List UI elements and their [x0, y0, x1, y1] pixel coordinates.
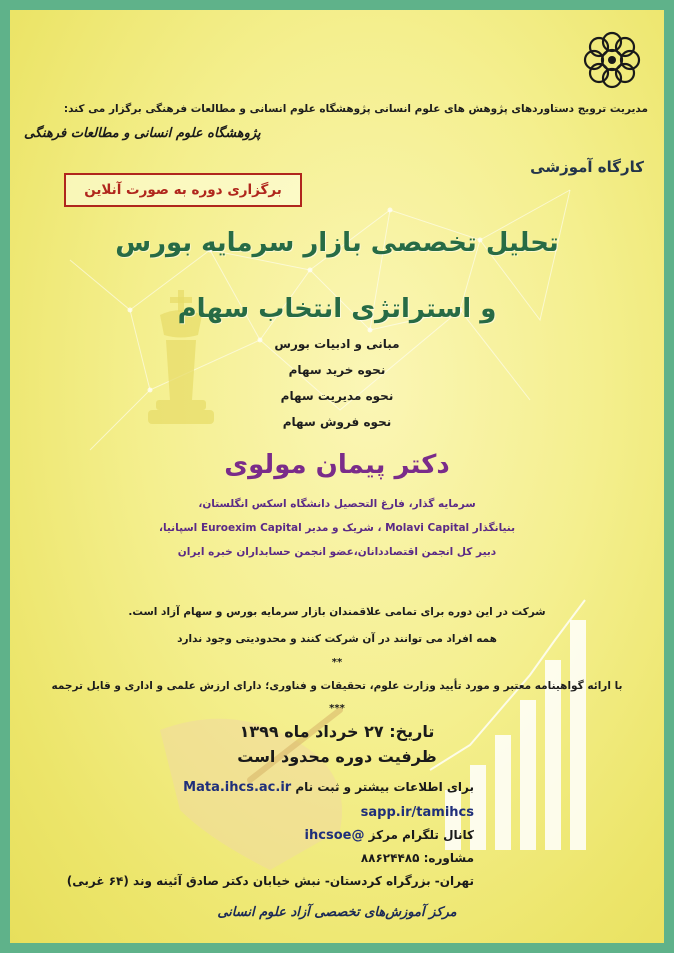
stars-separator: ** [331, 657, 343, 668]
telegram-line [305, 828, 474, 843]
poster-panel [10, 10, 664, 943]
instructor-name: دکتر پیمان مولوی [224, 450, 450, 480]
certificate-text: با ارائه گواهینامه معتبر و مورد تأیید وزارت علوم، تحقیقات و فناوری؛ دارای ارزش علمی و اداری و قابل ترجمه [51, 680, 623, 692]
sapp-link[interactable]: sapp.ir/tamihcs [360, 805, 474, 820]
capacity-note: ظرفیت دوره محدود است [237, 747, 437, 766]
institute-logo [572, 20, 652, 100]
workshop-label: کارگاه آموزشی [530, 158, 644, 176]
topic-item: نحوه خرید سهام [288, 363, 386, 377]
open-to-all-text: شرکت در این دوره برای تمامی علاقمندان بازار سرمایه بورس و سهام آزاد است. [128, 606, 546, 618]
telegram-prefix: کانال تلگرام مرکز [368, 828, 474, 842]
registration-prefix: برای اطلاعات بیشتر و ثبت نام [295, 780, 474, 794]
footer-center-name: مرکز آموزش‌های تخصصی آزاد علوم انسانی [217, 905, 457, 920]
instructor-credential: دبیر کل انجمن اقتصاددانان،عضو انجمن حسابداران خبره ایران [177, 546, 497, 558]
telegram-handle[interactable]: @ihcsoe [304, 828, 365, 843]
topic-item: مبانی و ادبیات بورس [274, 337, 400, 351]
institute-name-calligraphy: پژوهشگاه علوم انسانی و مطالعات فرهنگی [24, 126, 261, 141]
sapp-line [361, 805, 474, 820]
title-line-2: و استراتژی انتخاب سهام [177, 294, 497, 324]
registration-link[interactable]: Mata.ihcs.ac.ir [183, 780, 292, 795]
title-line-1: تحلیل تخصصی بازار سرمایه بورس [115, 228, 559, 258]
instructor-credential: بنیانگذار Molavi Capital ، شریک و مدیر Euroexim Capital اسپانیا، [158, 522, 516, 534]
organizer-intro: مدیریت ترویج دستاوردهای پژوهش های علوم انسانی پژوهشگاه علوم انسانی و مطالعات فرهنگی برگزار می کند: [63, 103, 648, 115]
no-limit-text: همه افراد می توانند در آن شرکت کنند و محدودیتی وجود ندارد [177, 633, 497, 645]
registration-line [183, 780, 474, 795]
phone-line: مشاوره: ۸۸۶۲۴۴۸۵ [360, 851, 474, 865]
topic-item: نحوه فروش سهام [282, 415, 392, 429]
course-date: تاریخ: ۲۷ خرداد ماه ۱۳۹۹ [239, 722, 435, 741]
stars-separator: *** [329, 703, 345, 714]
address-line: تهران- بزرگراه کردستان- نبش خیابان دکتر صادق آئینه وند (۶۴ غربی) [66, 874, 474, 888]
online-notice: برگزاری دوره به صورت آنلاین [64, 173, 302, 207]
topic-item: نحوه مدیریت سهام [280, 389, 394, 403]
instructor-credential: سرمایه گذار، فارغ التحصیل دانشگاه اسکس انگلستان، [198, 498, 476, 510]
